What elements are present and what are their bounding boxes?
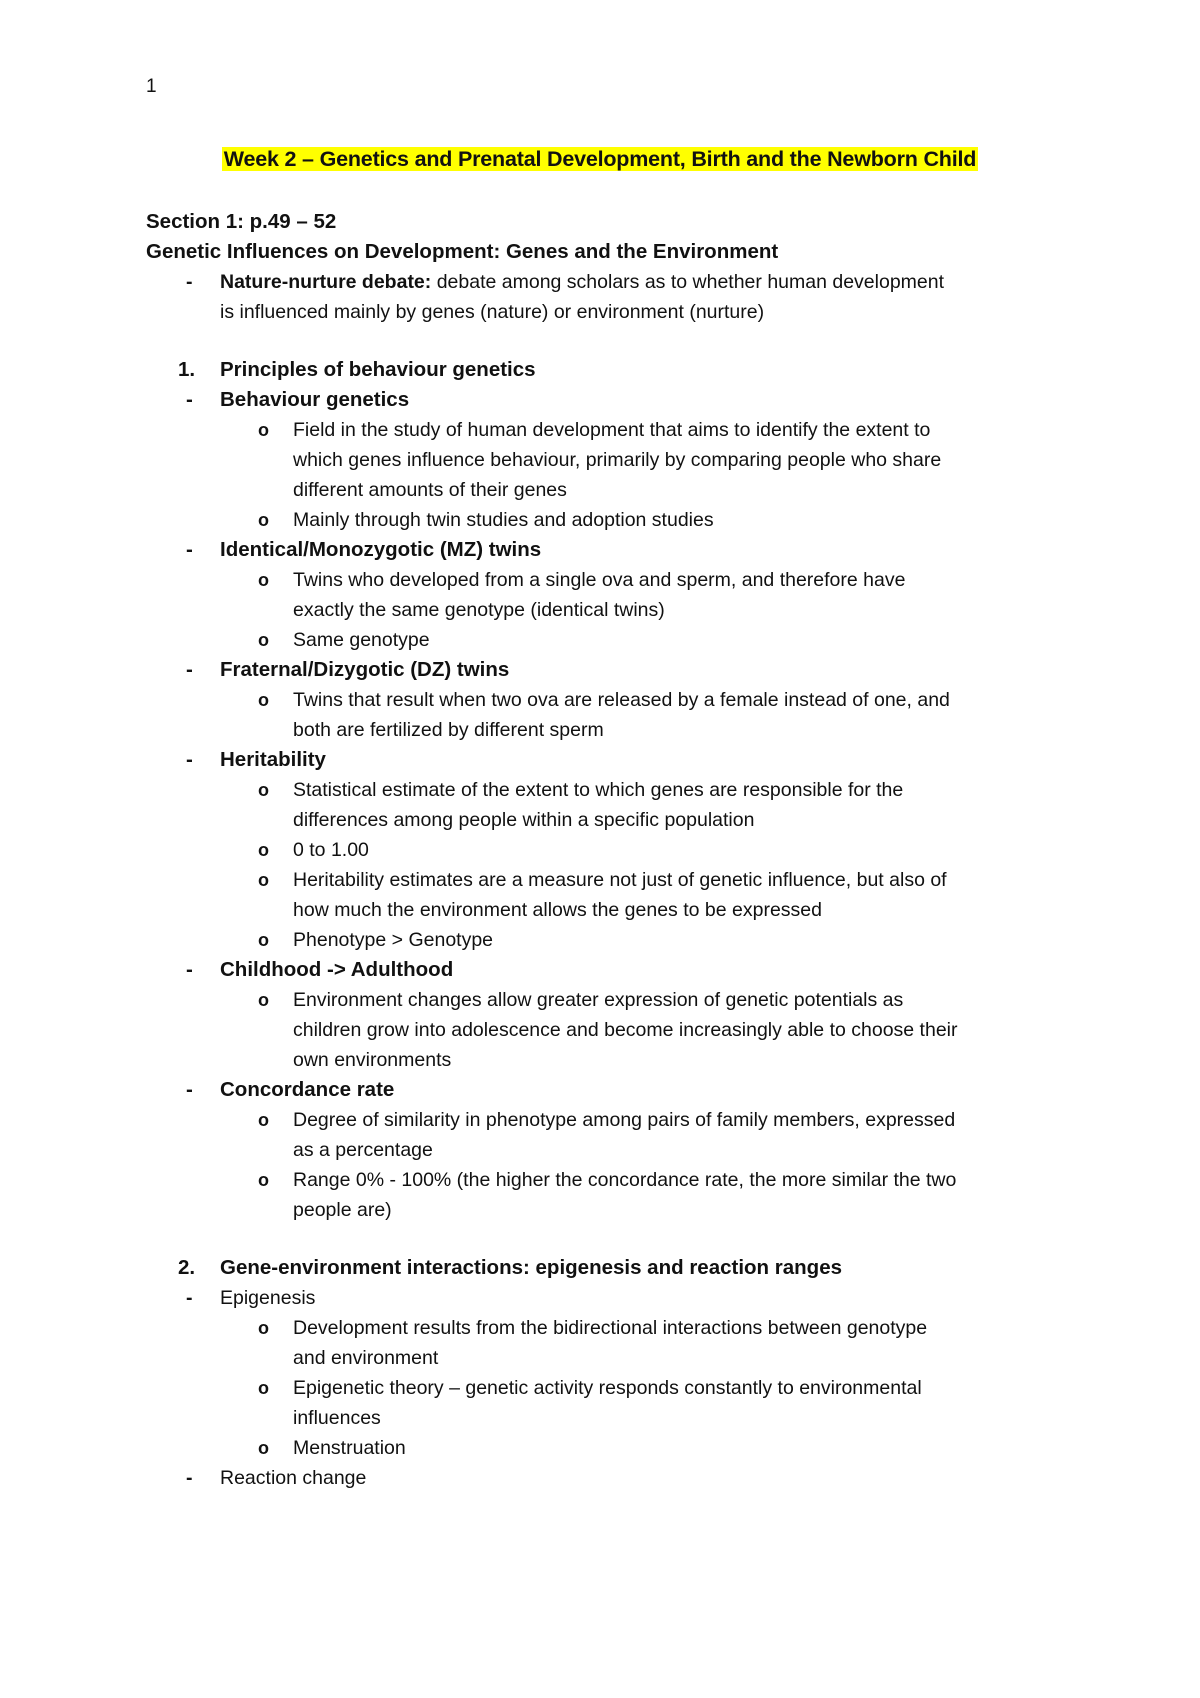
dash-marker: - — [186, 1467, 193, 1489]
bullet-marker: o — [258, 690, 269, 710]
dash-marker: - — [186, 658, 193, 681]
numbered-heading-text: Principles of behaviour genetics — [220, 358, 536, 381]
sub-item-text: Phenotype > Genotype — [293, 929, 494, 951]
sub-item-text: Statistical estimate of the extent to which genes are responsible for the — [293, 779, 904, 801]
title-wrap — [0, 147, 1200, 172]
list-item — [146, 1283, 1066, 1313]
term: Childhood -> Adulthood — [220, 958, 454, 981]
bullet-marker: o — [258, 570, 269, 590]
term: Fraternal/Dizygotic (DZ) twins — [220, 658, 510, 681]
numbered-heading — [146, 1253, 1066, 1283]
definition: debate among scholars as to whether human development — [431, 271, 945, 293]
list-item — [146, 267, 1066, 297]
term: Nature-nurture debate: — [220, 271, 432, 293]
sub-item-continued: both are fertilized by different sperm — [293, 719, 604, 741]
bullet-marker: o — [258, 1378, 269, 1398]
term: Reaction change — [220, 1467, 367, 1489]
bullet-marker: o — [258, 1318, 269, 1338]
list-item — [146, 745, 1066, 775]
dash-marker: - — [186, 1078, 193, 1101]
sub-item — [146, 565, 1066, 595]
sub-item — [146, 835, 1066, 865]
list-item — [146, 385, 1066, 415]
term: Identical/Monozygotic (MZ) twins — [220, 538, 542, 561]
page-number: 1 — [146, 76, 157, 97]
term: Behaviour genetics — [220, 388, 410, 411]
sub-item-text: Heritability estimates are a measure not just of genetic influence, but also of — [293, 869, 947, 891]
sub-item — [146, 925, 1066, 955]
list-item — [146, 955, 1066, 985]
bullet-marker: o — [258, 1438, 269, 1458]
sub-item-text: Same genotype — [293, 629, 430, 651]
sub-item-continued: as a percentage — [293, 1139, 433, 1161]
sub-item — [146, 1373, 1066, 1403]
sub-item-text: Range 0% - 100% (the higher the concordance rate, the more similar the two — [293, 1169, 957, 1191]
sub-item-continued: own environments — [293, 1049, 452, 1071]
bullet-marker: o — [258, 1170, 269, 1190]
term: Epigenesis — [220, 1287, 316, 1309]
sub-item — [146, 775, 1066, 805]
sub-item — [146, 415, 1066, 445]
sub-item-continued: people are) — [293, 1199, 392, 1221]
bullet-marker: o — [258, 840, 269, 860]
section-label: Section 1: p.49 – 52 — [146, 210, 337, 233]
sub-item — [146, 1433, 1066, 1463]
document-body — [146, 207, 1066, 1493]
bullet-marker: o — [258, 780, 269, 800]
bullet-marker: o — [258, 510, 269, 530]
number-marker: 2. — [178, 1256, 196, 1279]
sub-item-continued: and environment — [293, 1347, 439, 1369]
sub-item-text: Menstruation — [293, 1437, 406, 1459]
bullet-marker: o — [258, 930, 269, 950]
sub-item — [146, 1165, 1066, 1195]
sub-item — [146, 625, 1066, 655]
sub-item — [146, 985, 1066, 1015]
sub-item-text: Mainly through twin studies and adoption studies — [293, 509, 714, 531]
dash-marker: - — [186, 271, 193, 293]
dash-marker: - — [186, 748, 193, 771]
dash-marker: - — [186, 388, 193, 411]
sub-item-text: Environment changes allow greater expression of genetic potentials as — [293, 989, 904, 1011]
sub-item-continued: how much the environment allows the genes to be expressed — [293, 899, 822, 921]
list-item — [146, 1075, 1066, 1105]
sub-item — [146, 1105, 1066, 1135]
dash-marker: - — [186, 538, 193, 561]
list-item — [146, 535, 1066, 565]
bullet-marker: o — [258, 420, 269, 440]
bullet-marker: o — [258, 630, 269, 650]
list-item — [146, 655, 1066, 685]
sub-item-continued: influences — [293, 1407, 381, 1429]
page-title: Week 2 – Genetics and Prenatal Development, Birth and the Newborn Child — [223, 147, 977, 171]
numbered-heading — [146, 355, 1066, 385]
dash-marker: - — [186, 1287, 193, 1309]
sub-item — [146, 505, 1066, 535]
sub-item-text: Twins that result when two ova are released by a female instead of one, and — [293, 689, 950, 711]
sub-item-continued: different amounts of their genes — [293, 479, 567, 501]
number-marker: 1. — [178, 358, 196, 381]
dash-marker: - — [186, 958, 193, 981]
sub-item — [146, 685, 1066, 715]
bullet-marker: o — [258, 1110, 269, 1130]
sub-item-text: Epigenetic theory – genetic activity responds constantly to environmental — [293, 1377, 922, 1399]
sub-item-continued: children grow into adolescence and become increasingly able to choose their — [293, 1019, 958, 1041]
term: Concordance rate — [220, 1078, 395, 1101]
list-item — [146, 1463, 1066, 1493]
bullet-marker: o — [258, 990, 269, 1010]
term: Heritability — [220, 748, 326, 771]
definition-continued: is influenced mainly by genes (nature) or environment (nurture) — [220, 301, 765, 323]
sub-item-text: Degree of similarity in phenotype among pairs of family members, expressed — [293, 1109, 956, 1131]
sub-item-text: Development results from the bidirectional interactions between genotype — [293, 1317, 928, 1339]
section-heading: Genetic Influences on Development: Genes and the Environment — [146, 240, 779, 263]
sub-item — [146, 865, 1066, 895]
sub-item-text: Twins who developed from a single ova and sperm, and therefore have — [293, 569, 906, 591]
sub-item — [146, 1313, 1066, 1343]
sub-item-continued: exactly the same genotype (identical twins) — [293, 599, 665, 621]
sub-item-text: 0 to 1.00 — [293, 839, 369, 861]
bullet-marker: o — [258, 870, 269, 890]
numbered-heading-text: Gene-environment interactions: epigenesis and reaction ranges — [220, 1256, 842, 1279]
sub-item-continued: differences among people within a specific population — [293, 809, 755, 831]
sub-item-text: Field in the study of human development that aims to identify the extent to — [293, 419, 931, 441]
sub-item-continued: which genes influence behaviour, primarily by comparing people who share — [293, 449, 942, 471]
